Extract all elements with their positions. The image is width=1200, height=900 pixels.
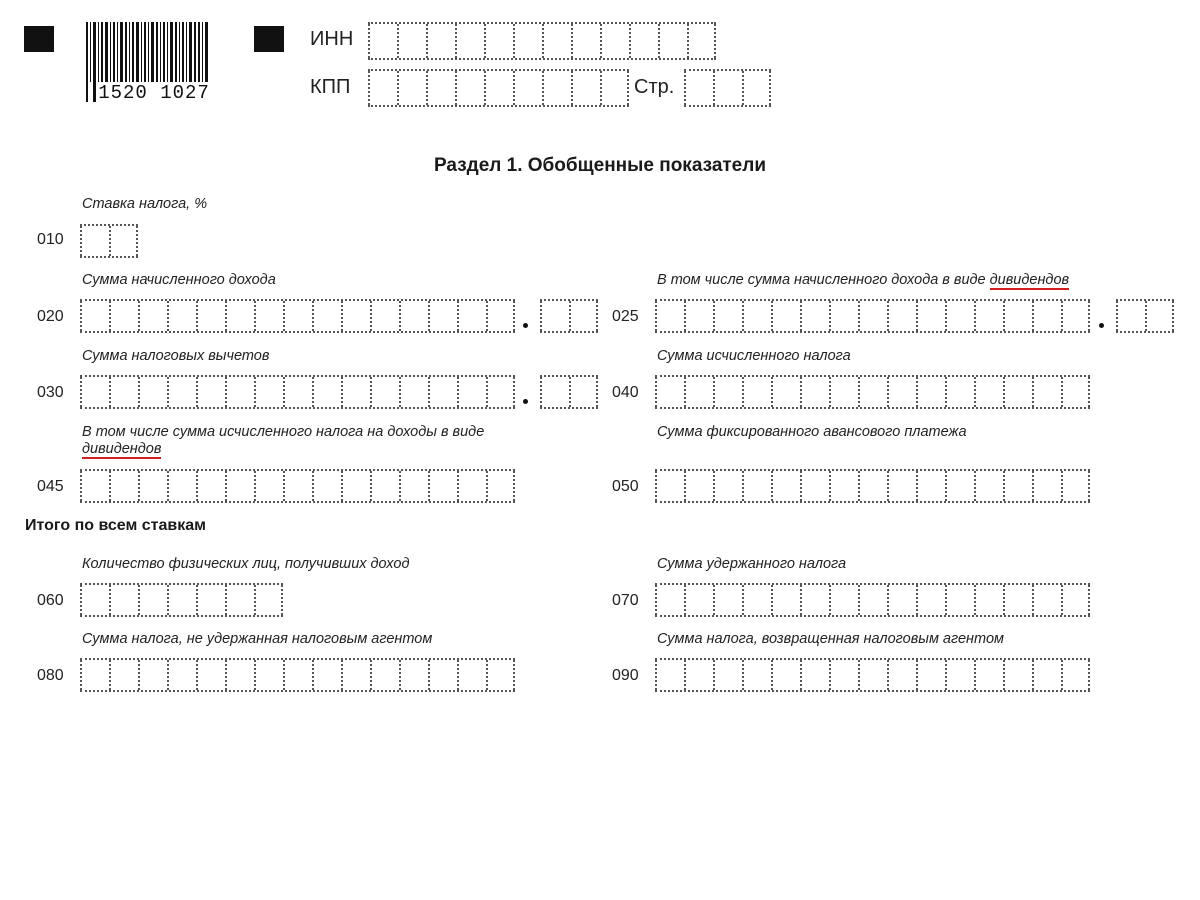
corner-marker-right [254, 26, 284, 52]
field-090-label: Сумма налога, возвращенная налоговым агентом [657, 631, 1004, 647]
field-045-label: В том числе сумма исчисленного налога на доходы в виде дивидендов [82, 424, 485, 457]
field-090-code: 090 [612, 667, 639, 684]
section-title: Раздел 1. Обобщенные показатели [433, 155, 767, 176]
field-020-decimal-point [523, 323, 528, 328]
field-070-label: Сумма удержанного налога [657, 556, 847, 572]
field-050-label: Сумма фиксированного авансового платежа [657, 424, 967, 440]
field-040-label: Сумма исчисленного налога [657, 348, 851, 364]
page-number-field[interactable] [684, 69, 771, 107]
field-070-input[interactable] [655, 583, 1090, 617]
barcode-number: 1520 1027 [98, 82, 210, 104]
field-045-code: 045 [37, 478, 64, 495]
dividends-highlight: дивидендов [989, 272, 1070, 288]
field-070-code: 070 [612, 592, 639, 609]
field-050-code: 050 [612, 478, 639, 495]
totals-heading: Итого по всем ставкам [25, 517, 206, 534]
field-010-input[interactable] [80, 224, 138, 258]
field-025-label: В том числе сумма начисленного дохода в виде дивидендов [657, 272, 1070, 288]
field-020-input-integer[interactable] [80, 299, 515, 333]
field-020-label: Сумма начисленного дохода [82, 272, 276, 288]
barcode-bars [86, 22, 220, 82]
field-050-input[interactable] [655, 469, 1090, 503]
inn-label: ИНН [310, 28, 354, 50]
kpp-label: КПП [310, 76, 351, 98]
field-010-code: 010 [37, 231, 64, 248]
field-045-input[interactable] [80, 469, 515, 503]
field-090-input[interactable] [655, 658, 1090, 692]
field-030-code: 030 [37, 384, 64, 401]
kpp-field[interactable] [368, 69, 629, 107]
field-025-code: 025 [612, 308, 639, 325]
corner-marker-left [24, 26, 54, 52]
field-020-code: 020 [37, 308, 64, 325]
field-030-input-fraction[interactable] [540, 375, 598, 409]
field-060-label: Количество физических лиц, получивших доход [82, 556, 410, 572]
page-label: Стр. [634, 76, 675, 98]
field-025-decimal-point [1099, 323, 1104, 328]
dividends-highlight-045: дивидендов [82, 441, 162, 457]
field-025-input-fraction[interactable] [1116, 299, 1174, 333]
field-030-label: Сумма налоговых вычетов [82, 348, 270, 364]
field-080-code: 080 [37, 667, 64, 684]
field-060-input[interactable] [80, 583, 283, 617]
field-030-decimal-point [523, 399, 528, 404]
field-080-label: Сумма налога, не удержанная налоговым агентом [82, 631, 433, 647]
field-040-input[interactable] [655, 375, 1090, 409]
field-020-input-fraction[interactable] [540, 299, 598, 333]
field-060-code: 060 [37, 592, 64, 609]
barcode [86, 22, 220, 104]
field-030-input-integer[interactable] [80, 375, 515, 409]
field-025-input-integer[interactable] [655, 299, 1090, 333]
inn-field[interactable] [368, 22, 716, 60]
field-040-code: 040 [612, 384, 639, 401]
field-010-label: Ставка налога, % [82, 196, 208, 212]
field-080-input[interactable] [80, 658, 515, 692]
